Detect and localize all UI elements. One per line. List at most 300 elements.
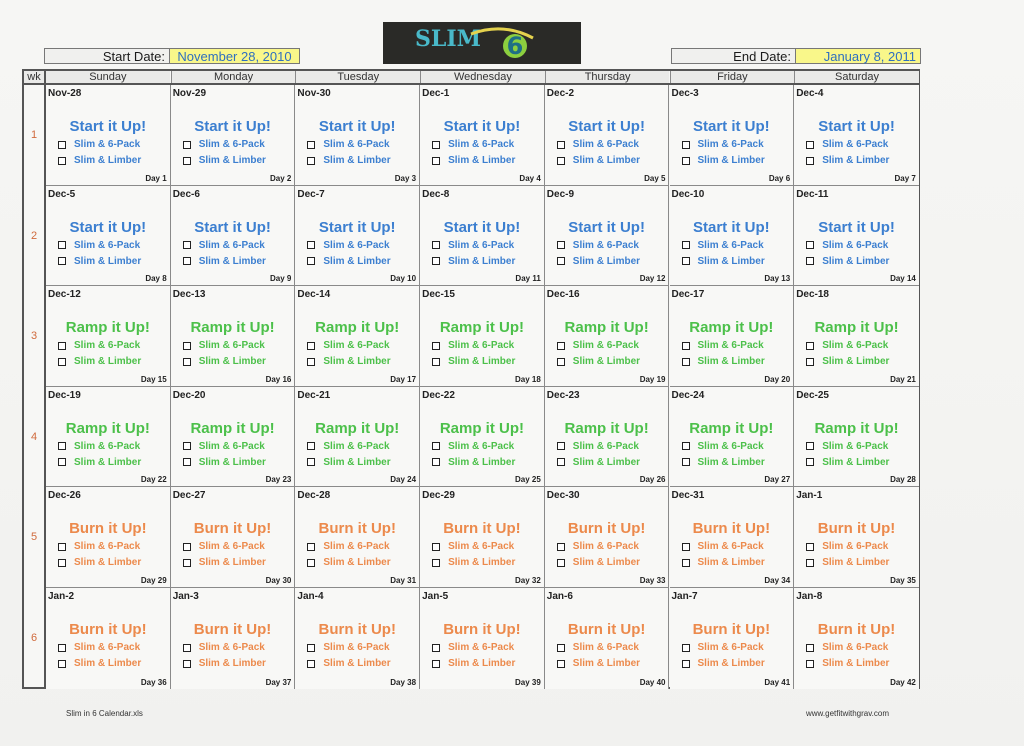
day-cell [295,487,420,588]
phase-title: Start it Up! [443,118,521,135]
cell-date: Dec-8 [422,188,450,200]
checkbox[interactable] [682,442,690,450]
day-number: Day 30 [265,575,292,585]
cell-date: Dec-23 [546,389,580,401]
day-number: Day 38 [390,677,417,687]
day-number: Day 16 [265,374,292,384]
checkbox[interactable] [557,660,565,668]
phase-title: Burn it Up! [817,520,896,538]
workout-label: Slim & Limber [74,255,142,267]
workout-label: Slim & Limber [198,155,266,166]
phase-title: Burn it Up! [69,520,147,538]
workout-slim-6-pack [307,340,389,351]
checkbox[interactable] [58,442,66,450]
day-cell [670,588,795,689]
checkbox[interactable] [183,442,191,450]
checkbox[interactable] [183,358,191,366]
day-number: Day 3 [394,173,417,183]
workout-label: Slim & 6-Pack [448,139,515,150]
checkbox[interactable] [806,257,814,265]
workout-label: Slim & 6-Pack [572,642,639,653]
cell-date: Dec-19 [48,389,81,401]
checkbox[interactable] [432,458,440,466]
checkbox[interactable] [307,257,315,265]
workout-label: Slim & 6-Pack [198,139,265,150]
workout-label: Slim & Limber [448,255,516,267]
day-cell [794,286,919,387]
workout-slim-limber [307,457,390,468]
checkbox[interactable] [183,141,191,149]
checkbox[interactable] [183,660,191,668]
checkbox[interactable] [557,644,565,652]
checkbox[interactable] [806,442,814,450]
workout-label: Slim & 6-Pack [448,642,515,653]
cell-date: Jan-7 [671,591,698,602]
workout-slim-6-pack [682,340,764,351]
checkbox[interactable] [183,644,191,652]
checkbox[interactable] [58,257,66,265]
cell-date: Dec-31 [671,490,705,502]
checkbox[interactable] [682,559,690,567]
checkbox[interactable] [307,559,315,567]
checkbox[interactable] [58,458,66,466]
phase-title: Ramp it Up! [814,319,899,337]
workout-label: Slim & Limber [198,255,266,267]
checkbox[interactable] [682,157,690,165]
workout-slim-6-pack [806,240,888,251]
week-number: 1 [30,129,38,141]
workout-label: Slim & Limber [572,356,641,368]
checkbox[interactable] [432,644,440,652]
cell-date: Dec-13 [172,289,206,301]
checkbox[interactable] [557,543,565,551]
workout-label: Slim & 6-Pack [74,541,141,553]
start-date-row [44,48,300,64]
workout-slim-limber [557,356,640,367]
workout-label: Slim & 6-Pack [74,239,141,251]
phase-title: Burn it Up! [318,520,396,538]
workout-label: Slim & 6-Pack [198,239,265,251]
workout-label: Slim & 6-Pack [323,440,390,452]
cell-date: Dec-3 [671,88,699,99]
cell-date: Dec-6 [172,188,200,200]
checkbox[interactable] [682,458,690,466]
workout-slim-6-pack [432,642,514,653]
cell-date: Dec-30 [546,490,580,502]
day-number: Day 7 [894,173,916,183]
workout-slim-limber [307,155,390,166]
day-cell [794,186,919,287]
workout-label: Slim & 6-Pack [822,340,889,352]
workout-slim-limber [307,557,390,568]
phase-title: Start it Up! [818,118,895,135]
day-cell [171,85,296,186]
day-cell [295,588,420,689]
phase-title: Ramp it Up! [65,319,150,337]
checkbox[interactable] [806,660,814,668]
cell-date: Dec-29 [422,490,455,502]
workout-label: Slim & Limber [697,557,765,569]
cell-date: Jan-3 [172,591,199,602]
workout-label: Slim & 6-Pack [822,239,889,251]
phase-title: Start it Up! [318,118,396,135]
checkbox[interactable] [806,543,814,551]
checkbox[interactable] [58,342,66,350]
checkbox[interactable] [183,543,191,551]
day-number: Day 19 [639,374,666,384]
checkbox[interactable] [682,358,690,366]
workout-label: Slim & 6-Pack [74,642,141,653]
day-number: Day 6 [768,173,791,183]
day-cell [545,286,670,387]
workout-slim-6-pack [307,240,389,251]
checkbox[interactable] [682,660,690,668]
checkbox[interactable] [806,458,814,466]
checkbox[interactable] [557,257,565,265]
logo-word: SLIM [415,26,481,52]
end-date-row [671,48,921,64]
checkbox[interactable] [682,342,690,350]
day-cell [420,85,545,186]
workout-label: Slim & Limber [74,557,142,569]
checkbox[interactable] [183,458,191,466]
checkbox[interactable] [806,644,814,652]
checkbox[interactable] [307,157,315,165]
day-cell [171,286,296,387]
phase-title: Start it Up! [443,218,521,236]
workout-label: Slim & 6-Pack [198,541,265,553]
workout-label: Slim & 6-Pack [74,340,141,352]
day-cell [545,186,670,287]
workout-label: Slim & 6-Pack [697,340,764,352]
day-cell [420,286,545,387]
slim-in-6-logo [383,22,581,64]
checkbox[interactable] [58,241,66,249]
workout-label: Slim & Limber [822,456,890,468]
workout-slim-6-pack [557,340,639,351]
checkbox[interactable] [307,442,315,450]
day-number: Day 33 [639,575,666,585]
workout-slim-6-pack [682,642,764,653]
workout-label: Slim & 6-Pack [697,642,764,653]
day-cell [670,85,795,186]
checkbox[interactable] [432,660,440,668]
workout-label: Slim & Limber [448,456,516,468]
day-cell [171,186,296,287]
workout-slim-6-pack [806,139,888,150]
day-number: Day 8 [145,274,167,284]
checkbox[interactable] [58,358,66,366]
day-cell [794,588,919,689]
checkbox[interactable] [557,442,565,450]
day-number: Day 37 [265,677,292,687]
checkbox[interactable] [432,559,440,567]
checkbox[interactable] [557,241,565,249]
phase-title: Ramp it Up! [315,319,400,337]
phase-title: Burn it Up! [318,621,396,638]
cell-date: Nov-30 [297,88,331,99]
workout-slim-6-pack [557,541,639,552]
workout-label: Slim & Limber [448,155,516,166]
day-number: Day 11 [515,274,541,284]
workout-label: Slim & 6-Pack [822,139,889,150]
day-cell [46,286,171,387]
workout-slim-6-pack [183,139,265,150]
day-number: Day 23 [265,475,292,485]
workout-label: Slim & Limber [697,456,765,468]
workout-slim-limber [183,356,266,367]
cell-date: Jan-4 [297,591,324,602]
phase-title: Start it Up! [693,118,770,135]
workout-slim-6-pack [806,340,888,351]
checkbox[interactable] [307,458,315,466]
checkbox[interactable] [58,141,66,149]
workout-label: Slim & 6-Pack [572,340,639,352]
checkbox[interactable] [432,342,440,350]
checkbox[interactable] [183,157,191,165]
workout-slim-6-pack [307,441,389,452]
checkbox[interactable] [682,644,690,652]
cell-date: Dec-26 [48,490,81,502]
checkbox[interactable] [307,141,315,149]
checkbox[interactable] [432,241,440,249]
day-cell [295,85,420,186]
phase-title: Start it Up! [568,118,645,135]
cell-date: Dec-9 [546,188,575,200]
phase-title: Ramp it Up! [315,419,400,437]
checkbox[interactable] [307,644,315,652]
checkbox[interactable] [58,660,66,668]
workout-label: Slim & 6-Pack [448,541,515,553]
workout-label: Slim & 6-Pack [822,642,889,653]
day-number: Day 15 [140,374,167,384]
workout-slim-6-pack [557,139,639,150]
checkbox[interactable] [307,543,315,551]
day-number: Day 32 [514,575,541,585]
cell-date: Dec-24 [671,389,705,401]
workout-label: Slim & Limber [822,356,890,368]
workout-slim-limber [307,256,390,267]
workout-slim-6-pack [682,441,764,452]
phase-title: Start it Up! [194,118,271,135]
checkbox[interactable] [806,157,814,165]
day-number: Day 17 [390,374,417,384]
workout-label: Slim & Limber [74,356,142,368]
day-cell [670,487,795,588]
phase-title: Burn it Up! [567,621,646,638]
phase-title: Ramp it Up! [564,319,649,337]
phase-title: Burn it Up! [69,621,147,638]
workout-label: Slim & 6-Pack [697,139,764,150]
checkbox[interactable] [432,543,440,551]
workout-slim-limber [682,658,765,669]
workout-slim-6-pack [58,541,140,552]
workout-slim-limber [432,557,515,568]
day-number: Day 14 [890,274,916,284]
workout-slim-limber [806,658,889,669]
phase-title: Burn it Up! [692,520,771,538]
checkbox[interactable] [806,141,814,149]
cell-date: Jan-6 [546,591,573,602]
checkbox[interactable] [806,241,814,249]
checkbox[interactable] [557,458,565,466]
day-number: Day 34 [764,575,791,585]
workout-slim-6-pack [682,541,764,552]
workout-label: Slim & Limber [572,658,641,669]
phase-title: Ramp it Up! [439,319,525,337]
checkbox[interactable] [432,157,440,165]
workout-label: Slim & 6-Pack [572,139,639,150]
checkbox[interactable] [307,342,315,350]
workout-label: Slim & Limber [323,356,391,368]
day-cell [295,387,420,488]
workout-slim-6-pack [58,441,140,452]
checkbox[interactable] [432,442,440,450]
cell-date: Dec-20 [172,389,206,401]
workout-slim-limber [557,557,640,568]
checkbox[interactable] [307,241,315,249]
phase-title: Start it Up! [818,218,895,236]
cell-date: Jan-5 [422,591,449,602]
checkbox[interactable] [557,141,565,149]
checkbox[interactable] [806,559,814,567]
phase-title: Burn it Up! [443,621,521,638]
workout-slim-limber [432,155,515,166]
checkbox[interactable] [432,257,440,265]
day-cell [420,186,545,287]
workout-slim-limber [58,658,141,669]
day-number: Day 24 [390,475,417,485]
checkbox[interactable] [557,157,565,165]
checkbox[interactable] [58,157,66,165]
workout-label: Slim & 6-Pack [74,440,141,452]
workout-slim-6-pack [806,642,888,653]
checkbox[interactable] [557,358,565,366]
workout-slim-limber [58,557,141,568]
checkbox[interactable] [183,342,191,350]
workout-label: Slim & 6-Pack [74,139,141,150]
cell-date: Dec-4 [796,88,824,99]
phase-title: Ramp it Up! [814,419,899,437]
workout-slim-6-pack [432,441,514,452]
workout-slim-limber [432,356,515,367]
checkbox[interactable] [58,559,66,567]
workout-label: Slim & Limber [323,557,391,569]
checkbox[interactable] [806,358,814,366]
workout-label: Slim & Limber [822,658,890,669]
workout-slim-6-pack [307,642,389,653]
day-cell [545,387,670,488]
checkbox[interactable] [58,543,66,551]
workout-slim-limber [557,457,640,468]
workout-label: Slim & 6-Pack [822,541,889,553]
checkbox[interactable] [432,358,440,366]
workout-slim-limber [557,256,640,267]
workout-slim-limber [183,256,266,267]
checkbox[interactable] [806,342,814,350]
checkbox[interactable] [58,644,66,652]
day-cell [545,588,670,689]
checkbox[interactable] [682,141,690,149]
day-number: Day 20 [764,374,791,384]
phase-title: Ramp it Up! [564,419,649,437]
end-date-value: January 8, 2011 [796,48,921,64]
workout-slim-6-pack [183,642,265,653]
day-number: Day 39 [514,677,541,687]
checkbox[interactable] [682,257,690,265]
day-number: Day 21 [890,374,916,384]
checkbox[interactable] [432,141,440,149]
cell-date: Dec-10 [671,188,705,200]
workout-slim-6-pack [682,139,764,150]
day-number: Day 29 [140,575,167,585]
day-cell [670,387,795,488]
week-number: 4 [30,430,38,443]
workout-label: Slim & 6-Pack [448,440,515,452]
checkbox[interactable] [682,241,690,249]
day-cell [794,487,919,588]
day-number: Day 31 [390,575,417,585]
workout-label: Slim & Limber [74,456,142,468]
workout-slim-6-pack [432,240,514,251]
weekday-header-tuesday: Tuesday [295,71,420,83]
workout-slim-6-pack [682,240,764,251]
workout-slim-6-pack [183,340,265,351]
workout-slim-limber [557,155,640,166]
day-number: Day 42 [890,677,916,687]
workout-slim-limber [58,155,141,166]
workout-label: Slim & Limber [572,155,641,166]
workout-label: Slim & Limber [74,658,142,669]
checkbox[interactable] [307,358,315,366]
end-date-label: End Date: [671,48,796,64]
day-number: Day 9 [270,274,292,284]
workout-label: Slim & 6-Pack [323,642,390,653]
checkbox[interactable] [557,559,565,567]
day-number: Day 5 [644,173,666,183]
week-number: 5 [30,531,38,544]
workout-slim-limber [682,256,765,267]
checkbox[interactable] [682,543,690,551]
checkbox[interactable] [183,241,191,249]
workout-label: Slim & Limber [448,356,516,368]
workout-label: Slim & Limber [572,456,641,468]
phase-title: Burn it Up! [193,520,272,538]
phase-title: Burn it Up! [193,621,272,638]
day-number: Day 40 [639,677,666,687]
cell-date: Dec-7 [297,188,325,200]
weekday-header-monday: Monday [171,71,296,83]
day-cell [420,387,545,488]
day-cell [670,186,795,287]
workout-slim-6-pack [432,139,514,150]
workout-slim-6-pack [432,340,514,351]
checkbox[interactable] [183,559,191,567]
phase-title: Ramp it Up! [190,319,275,337]
workout-label: Slim & 6-Pack [572,440,639,452]
checkbox[interactable] [557,342,565,350]
day-cell [420,588,545,689]
checkbox[interactable] [307,660,315,668]
workout-slim-limber [682,155,765,166]
checkbox[interactable] [183,257,191,265]
workout-label: Slim & 6-Pack [198,440,265,452]
workout-label: Slim & 6-Pack [448,239,515,251]
day-cell [794,85,919,186]
workout-slim-limber [183,658,266,669]
day-cell [171,387,296,488]
day-cell [670,286,795,387]
